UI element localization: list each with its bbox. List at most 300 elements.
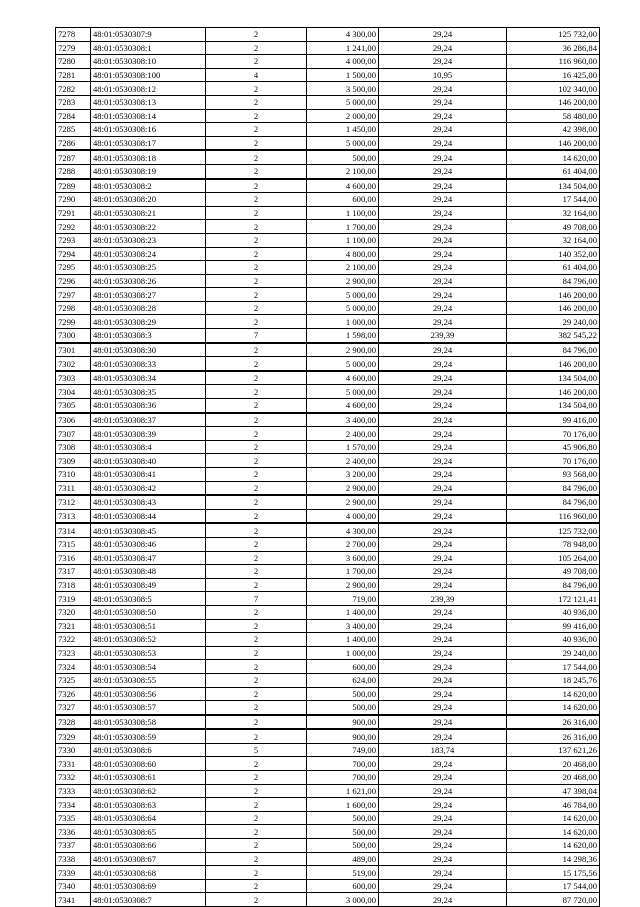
cost-value-cell: 70 176,00 (507, 427, 600, 441)
rate-value-cell: 29,24 (379, 495, 507, 509)
table-row (56, 82, 600, 96)
category-code-cell: 2 (206, 605, 307, 619)
category-code-cell: 2 (206, 673, 307, 687)
row-number-cell: 7326 (56, 687, 91, 701)
cadastral-number-cell: 48:01:0530308:27 (91, 288, 206, 302)
category-code-cell: 2 (206, 55, 307, 69)
row-number-cell: 7303 (56, 371, 91, 385)
area-value-cell: 5 000,00 (307, 95, 379, 109)
category-code-cell: 7 (206, 329, 307, 343)
category-code-cell: 2 (206, 633, 307, 647)
area-value-cell: 2 900,00 (307, 495, 379, 509)
row-number-cell: 7332 (56, 771, 91, 785)
rate-value-cell: 29,24 (379, 481, 507, 495)
cost-value-cell: 20 468,00 (507, 771, 600, 785)
cadastral-number-cell: 48:01:0530308:41 (91, 468, 206, 482)
cost-value-cell: 14 620,00 (507, 811, 600, 825)
cadastral-number-cell: 48:01:0530308:59 (91, 729, 206, 743)
cost-value-cell: 134 504,00 (507, 399, 600, 413)
cost-value-cell: 17 544,00 (507, 660, 600, 674)
row-number-cell: 7284 (56, 109, 91, 123)
cost-value-cell: 84 796,00 (507, 495, 600, 509)
category-code-cell: 2 (206, 220, 307, 234)
area-value-cell: 489,00 (307, 852, 379, 866)
table-row (56, 839, 600, 853)
area-value-cell: 3 600,00 (307, 551, 379, 565)
category-code-cell: 2 (206, 481, 307, 495)
category-code-cell: 2 (206, 715, 307, 730)
table-row (56, 454, 600, 468)
rate-value-cell: 29,24 (379, 28, 507, 42)
table-row (56, 743, 600, 757)
row-number-cell: 7341 (56, 893, 91, 907)
cost-value-cell: 46 784,00 (507, 798, 600, 812)
rate-value-cell: 29,24 (379, 839, 507, 853)
category-code-cell: 2 (206, 123, 307, 137)
rate-value-cell: 29,24 (379, 825, 507, 839)
cost-value-cell: 45 906,80 (507, 440, 600, 454)
cadastral-number-cell: 48:01:0530308:20 (91, 193, 206, 207)
cost-value-cell: 61 404,00 (507, 261, 600, 275)
area-value-cell: 1 598,00 (307, 329, 379, 343)
area-value-cell: 1 700,00 (307, 220, 379, 234)
cadastral-number-cell: 48:01:0530308:39 (91, 427, 206, 441)
table-row (56, 206, 600, 220)
rate-value-cell: 29,24 (379, 852, 507, 866)
category-code-cell: 2 (206, 839, 307, 853)
cadastral-number-cell: 48:01:0530308:46 (91, 537, 206, 551)
area-value-cell: 3 400,00 (307, 619, 379, 633)
cadastral-number-cell: 48:01:0530308:53 (91, 646, 206, 660)
table-body (56, 28, 600, 907)
category-code-cell: 2 (206, 301, 307, 315)
cadastral-number-cell: 48:01:0530308:50 (91, 605, 206, 619)
table-row (56, 28, 600, 42)
row-number-cell: 7333 (56, 784, 91, 798)
table-row (56, 866, 600, 880)
table-row (56, 687, 600, 701)
row-number-cell: 7304 (56, 385, 91, 399)
table-row (56, 68, 600, 82)
cadastral-number-cell: 48:01:0530308:1 (91, 41, 206, 55)
row-number-cell: 7282 (56, 82, 91, 96)
rate-value-cell: 29,24 (379, 123, 507, 137)
area-value-cell: 5 000,00 (307, 288, 379, 302)
cadastral-number-cell: 48:01:0530307:9 (91, 28, 206, 42)
rate-value-cell: 29,24 (379, 288, 507, 302)
rate-value-cell: 29,24 (379, 619, 507, 633)
cost-value-cell: 84 796,00 (507, 343, 600, 357)
rate-value-cell: 183,74 (379, 743, 507, 757)
category-code-cell: 2 (206, 193, 307, 207)
category-code-cell: 2 (206, 784, 307, 798)
rate-value-cell: 29,24 (379, 193, 507, 207)
row-number-cell: 7302 (56, 357, 91, 371)
cadastral-number-cell: 48:01:0530308:63 (91, 798, 206, 812)
table-row (56, 136, 600, 150)
cost-value-cell: 17 544,00 (507, 193, 600, 207)
cadastral-number-cell: 48:01:0530308:14 (91, 109, 206, 123)
category-code-cell: 2 (206, 288, 307, 302)
cadastral-number-cell: 48:01:0530308:4 (91, 440, 206, 454)
cadastral-number-cell: 48:01:0530308:44 (91, 509, 206, 523)
category-code-cell: 2 (206, 537, 307, 551)
cadastral-number-cell: 48:01:0530308:10 (91, 55, 206, 69)
cost-value-cell: 70 176,00 (507, 454, 600, 468)
cadastral-number-cell: 48:01:0530308:69 (91, 879, 206, 893)
row-number-cell: 7287 (56, 150, 91, 164)
row-number-cell: 7305 (56, 399, 91, 413)
cadastral-number-cell: 48:01:0530308:43 (91, 495, 206, 509)
cost-value-cell: 14 620,00 (507, 701, 600, 715)
area-value-cell: 1 700,00 (307, 565, 379, 579)
category-code-cell: 2 (206, 798, 307, 812)
cadastral-number-cell: 48:01:0530308:3 (91, 329, 206, 343)
area-value-cell: 5 000,00 (307, 301, 379, 315)
cadastral-number-cell: 48:01:0530308:45 (91, 523, 206, 537)
area-value-cell: 5 000,00 (307, 136, 379, 150)
rate-value-cell: 29,24 (379, 399, 507, 413)
rate-value-cell: 29,24 (379, 633, 507, 647)
cadastral-number-cell: 48:01:0530308:100 (91, 68, 206, 82)
category-code-cell: 2 (206, 109, 307, 123)
rate-value-cell: 29,24 (379, 715, 507, 730)
category-code-cell: 2 (206, 206, 307, 220)
table-row (56, 329, 600, 343)
table-row (56, 164, 600, 178)
rate-value-cell: 29,24 (379, 893, 507, 907)
row-number-cell: 7334 (56, 798, 91, 812)
row-number-cell: 7283 (56, 95, 91, 109)
table-row (56, 413, 600, 427)
rate-value-cell: 29,24 (379, 301, 507, 315)
rate-value-cell: 29,24 (379, 261, 507, 275)
rate-value-cell: 239,39 (379, 329, 507, 343)
category-code-cell: 2 (206, 233, 307, 247)
area-value-cell: 1 000,00 (307, 315, 379, 329)
cost-value-cell: 47 398,04 (507, 784, 600, 798)
cost-value-cell: 58 480,00 (507, 109, 600, 123)
rate-value-cell: 29,24 (379, 41, 507, 55)
table-row (56, 537, 600, 551)
cadastral-number-cell: 48:01:0530308:26 (91, 274, 206, 288)
area-value-cell: 2 700,00 (307, 537, 379, 551)
row-number-cell: 7311 (56, 481, 91, 495)
rate-value-cell: 29,24 (379, 109, 507, 123)
cadastral-number-cell: 48:01:0530308:30 (91, 343, 206, 357)
table-row (56, 233, 600, 247)
area-value-cell: 749,00 (307, 743, 379, 757)
row-number-cell: 7306 (56, 413, 91, 427)
rate-value-cell: 29,24 (379, 798, 507, 812)
area-value-cell: 1 450,00 (307, 123, 379, 137)
row-number-cell: 7279 (56, 41, 91, 55)
rate-value-cell: 29,24 (379, 179, 507, 193)
area-value-cell: 700,00 (307, 757, 379, 771)
cadastral-number-cell: 48:01:0530308:19 (91, 164, 206, 178)
cadastral-number-cell: 48:01:0530308:17 (91, 136, 206, 150)
area-value-cell: 900,00 (307, 715, 379, 730)
cost-value-cell: 102 340,00 (507, 82, 600, 96)
area-value-cell: 500,00 (307, 701, 379, 715)
area-value-cell: 1 570,00 (307, 440, 379, 454)
table-row (56, 825, 600, 839)
cost-value-cell: 84 796,00 (507, 274, 600, 288)
cost-value-cell: 15 175,56 (507, 866, 600, 880)
rate-value-cell: 10,95 (379, 68, 507, 82)
cadastral-number-cell: 48:01:0530308:35 (91, 385, 206, 399)
rate-value-cell: 29,24 (379, 233, 507, 247)
area-value-cell: 4 600,00 (307, 399, 379, 413)
category-code-cell: 2 (206, 136, 307, 150)
area-value-cell: 2 900,00 (307, 274, 379, 288)
table-row (56, 565, 600, 579)
area-value-cell: 1 241,00 (307, 41, 379, 55)
cadastral-number-cell: 48:01:0530308:54 (91, 660, 206, 674)
cost-value-cell: 134 504,00 (507, 179, 600, 193)
area-value-cell: 700,00 (307, 771, 379, 785)
cadastral-number-cell: 48:01:0530308:58 (91, 715, 206, 730)
category-code-cell: 2 (206, 879, 307, 893)
category-code-cell: 2 (206, 646, 307, 660)
row-number-cell: 7280 (56, 55, 91, 69)
cost-value-cell: 14 620,00 (507, 687, 600, 701)
cost-value-cell: 134 504,00 (507, 371, 600, 385)
category-code-cell: 2 (206, 551, 307, 565)
cadastral-number-cell: 48:01:0530308:21 (91, 206, 206, 220)
area-value-cell: 3 200,00 (307, 468, 379, 482)
row-number-cell: 7315 (56, 537, 91, 551)
table-row (56, 399, 600, 413)
table-row (56, 371, 600, 385)
cost-value-cell: 36 286,84 (507, 41, 600, 55)
rate-value-cell: 29,24 (379, 605, 507, 619)
cost-value-cell: 172 121,41 (507, 592, 600, 606)
area-value-cell: 500,00 (307, 839, 379, 853)
row-number-cell: 7340 (56, 879, 91, 893)
category-code-cell: 2 (206, 866, 307, 880)
row-number-cell: 7335 (56, 811, 91, 825)
rate-value-cell: 29,24 (379, 164, 507, 178)
table-row (56, 288, 600, 302)
row-number-cell: 7288 (56, 164, 91, 178)
row-number-cell: 7330 (56, 743, 91, 757)
category-code-cell: 2 (206, 247, 307, 261)
area-value-cell: 3 000,00 (307, 893, 379, 907)
category-code-cell: 2 (206, 385, 307, 399)
area-value-cell: 5 000,00 (307, 357, 379, 371)
table-row (56, 893, 600, 907)
table-row (56, 592, 600, 606)
table-row (56, 123, 600, 137)
area-value-cell: 1 100,00 (307, 206, 379, 220)
rate-value-cell: 29,24 (379, 729, 507, 743)
category-code-cell: 2 (206, 371, 307, 385)
cadastral-number-cell: 48:01:0530308:7 (91, 893, 206, 907)
area-value-cell: 500,00 (307, 687, 379, 701)
category-code-cell: 2 (206, 357, 307, 371)
rate-value-cell: 239,39 (379, 592, 507, 606)
area-value-cell: 4 000,00 (307, 55, 379, 69)
table-row (56, 523, 600, 537)
cost-value-cell: 20 468,00 (507, 757, 600, 771)
category-code-cell: 2 (206, 95, 307, 109)
table-row (56, 179, 600, 193)
cadastral-number-cell: 48:01:0530308:24 (91, 247, 206, 261)
cadastral-number-cell: 48:01:0530308:48 (91, 565, 206, 579)
table-row (56, 481, 600, 495)
cost-value-cell: 14 620,00 (507, 150, 600, 164)
row-number-cell: 7328 (56, 715, 91, 730)
rate-value-cell: 29,24 (379, 757, 507, 771)
row-number-cell: 7323 (56, 646, 91, 660)
row-number-cell: 7300 (56, 329, 91, 343)
cost-value-cell: 146 200,00 (507, 357, 600, 371)
cadastral-number-cell: 48:01:0530308:42 (91, 481, 206, 495)
category-code-cell: 2 (206, 811, 307, 825)
area-value-cell: 500,00 (307, 150, 379, 164)
table-row (56, 109, 600, 123)
area-value-cell: 1 500,00 (307, 68, 379, 82)
table-row (56, 495, 600, 509)
table-row (56, 701, 600, 715)
row-number-cell: 7321 (56, 619, 91, 633)
area-value-cell: 5 000,00 (307, 385, 379, 399)
cost-value-cell: 49 708,00 (507, 220, 600, 234)
rate-value-cell: 29,24 (379, 468, 507, 482)
cost-value-cell: 29 240,00 (507, 315, 600, 329)
table-row (56, 660, 600, 674)
rate-value-cell: 29,24 (379, 357, 507, 371)
cost-value-cell: 87 720,00 (507, 893, 600, 907)
area-value-cell: 719,00 (307, 592, 379, 606)
table-row (56, 315, 600, 329)
cadastral-number-cell: 48:01:0530308:57 (91, 701, 206, 715)
table-row (56, 357, 600, 371)
cost-value-cell: 32 164,00 (507, 233, 600, 247)
cost-value-cell: 40 936,00 (507, 605, 600, 619)
cost-value-cell: 146 200,00 (507, 385, 600, 399)
rate-value-cell: 29,24 (379, 784, 507, 798)
cost-value-cell: 116 960,00 (507, 55, 600, 69)
row-number-cell: 7338 (56, 852, 91, 866)
table-row (56, 879, 600, 893)
rate-value-cell: 29,24 (379, 82, 507, 96)
rate-value-cell: 29,24 (379, 866, 507, 880)
cadastral-number-cell: 48:01:0530308:13 (91, 95, 206, 109)
cost-value-cell: 84 796,00 (507, 481, 600, 495)
area-value-cell: 4 600,00 (307, 179, 379, 193)
area-value-cell: 1 400,00 (307, 605, 379, 619)
table-row (56, 440, 600, 454)
category-code-cell: 2 (206, 179, 307, 193)
cadastral-number-cell: 48:01:0530308:47 (91, 551, 206, 565)
category-code-cell: 2 (206, 619, 307, 633)
cadastral-number-cell: 48:01:0530308:33 (91, 357, 206, 371)
cost-value-cell: 146 200,00 (507, 136, 600, 150)
rate-value-cell: 29,24 (379, 136, 507, 150)
rate-value-cell: 29,24 (379, 95, 507, 109)
rate-value-cell: 29,24 (379, 701, 507, 715)
area-value-cell: 2 400,00 (307, 427, 379, 441)
rate-value-cell: 29,24 (379, 660, 507, 674)
cost-value-cell: 146 200,00 (507, 288, 600, 302)
row-number-cell: 7313 (56, 509, 91, 523)
category-code-cell: 2 (206, 413, 307, 427)
table-row (56, 605, 600, 619)
cadastral-number-cell: 48:01:0530308:23 (91, 233, 206, 247)
rate-value-cell: 29,24 (379, 771, 507, 785)
category-code-cell: 7 (206, 592, 307, 606)
area-value-cell: 500,00 (307, 825, 379, 839)
rate-value-cell: 29,24 (379, 879, 507, 893)
row-number-cell: 7337 (56, 839, 91, 853)
row-number-cell: 7316 (56, 551, 91, 565)
category-code-cell: 2 (206, 261, 307, 275)
area-value-cell: 4 300,00 (307, 28, 379, 42)
cost-value-cell: 61 404,00 (507, 164, 600, 178)
rate-value-cell: 29,24 (379, 673, 507, 687)
rate-value-cell: 29,24 (379, 578, 507, 592)
row-number-cell: 7295 (56, 261, 91, 275)
cadastral-number-cell: 48:01:0530308:67 (91, 852, 206, 866)
cost-value-cell: 49 708,00 (507, 565, 600, 579)
table-row (56, 427, 600, 441)
table-row (56, 633, 600, 647)
table-row (56, 301, 600, 315)
area-value-cell: 500,00 (307, 811, 379, 825)
rate-value-cell: 29,24 (379, 385, 507, 399)
cadastral-number-cell: 48:01:0530308:62 (91, 784, 206, 798)
category-code-cell: 2 (206, 274, 307, 288)
rate-value-cell: 29,24 (379, 220, 507, 234)
row-number-cell: 7285 (56, 123, 91, 137)
cost-value-cell: 26 316,00 (507, 715, 600, 730)
cadastral-number-cell: 48:01:0530308:28 (91, 301, 206, 315)
cadastral-number-cell: 48:01:0530308:6 (91, 743, 206, 757)
area-value-cell: 3 400,00 (307, 413, 379, 427)
area-value-cell: 900,00 (307, 729, 379, 743)
category-code-cell: 2 (206, 565, 307, 579)
row-number-cell: 7310 (56, 468, 91, 482)
cost-value-cell: 146 200,00 (507, 301, 600, 315)
cadastral-number-cell: 48:01:0530308:29 (91, 315, 206, 329)
cadastral-number-cell: 48:01:0530308:12 (91, 82, 206, 96)
rate-value-cell: 29,24 (379, 413, 507, 427)
row-number-cell: 7325 (56, 673, 91, 687)
area-value-cell: 2 900,00 (307, 343, 379, 357)
cost-value-cell: 32 164,00 (507, 206, 600, 220)
table-row (56, 852, 600, 866)
cadastral-number-cell: 48:01:0530308:18 (91, 150, 206, 164)
category-code-cell: 5 (206, 743, 307, 757)
cadastral-number-cell: 48:01:0530308:56 (91, 687, 206, 701)
category-code-cell: 2 (206, 427, 307, 441)
cost-value-cell: 17 544,00 (507, 879, 600, 893)
cadastral-number-cell: 48:01:0530308:5 (91, 592, 206, 606)
cost-value-cell: 29 240,00 (507, 646, 600, 660)
cost-value-cell: 105 264,00 (507, 551, 600, 565)
area-value-cell: 624,00 (307, 673, 379, 687)
area-value-cell: 1 621,00 (307, 784, 379, 798)
cost-value-cell: 137 621,26 (507, 743, 600, 757)
cadastral-number-cell: 48:01:0530308:52 (91, 633, 206, 647)
area-value-cell: 2 900,00 (307, 481, 379, 495)
cadastral-number-cell: 48:01:0530308:25 (91, 261, 206, 275)
category-code-cell: 2 (206, 660, 307, 674)
area-value-cell: 519,00 (307, 866, 379, 880)
table-row (56, 619, 600, 633)
